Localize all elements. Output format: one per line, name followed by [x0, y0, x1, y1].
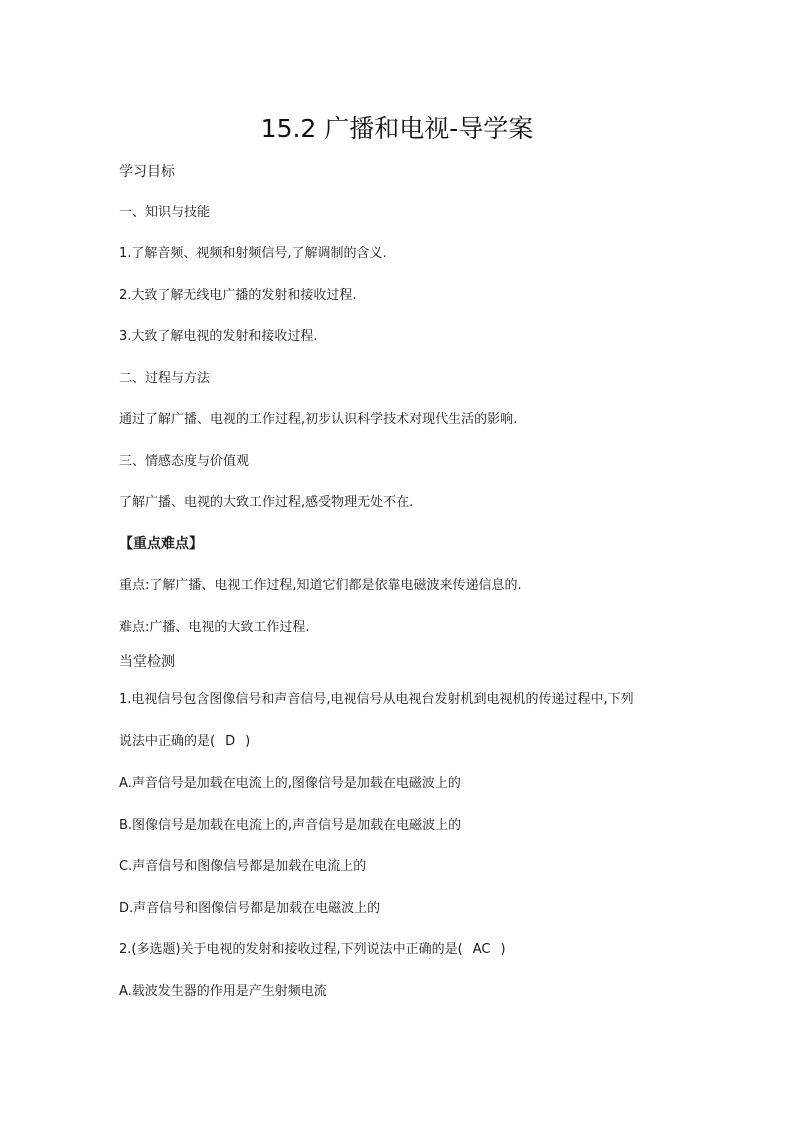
question-2-prefix: 2.(多选题)关于电视的发射和接收过程,下列说法中正确的是( — [119, 942, 463, 957]
goal-item-2: 2.大致了解无线电广播的发射和接收过程. — [119, 288, 357, 303]
question-1-line-2 — [119, 733, 250, 751]
question-1-suffix: ) — [245, 734, 251, 749]
question-1-line-1: 1.电视信号包含图像信号和声音信号,电视信号从电视台发射机到电视机的传递过程中,下列 — [119, 692, 634, 707]
section1-heading: 一、知识与技能 — [119, 205, 211, 220]
section2-text: 通过了解广播、电视的工作过程,初步认识科学技术对现代生活的影响. — [119, 412, 518, 427]
goal-item-1: 1.了解音频、视频和射频信号,了解调制的含义. — [119, 246, 387, 261]
goal-item-3: 3.大致了解电视的发射和接收过程. — [119, 329, 318, 344]
question-2-suffix: ) — [500, 942, 506, 957]
key-point: 重点:了解广播、电视工作过程,知道它们都是依靠电磁波来传递信息的. — [119, 578, 522, 593]
question-2-answer: AC — [472, 942, 491, 957]
section3-text: 了解广播、电视的大致工作过程,感受物理无处不在. — [119, 495, 414, 510]
question-2-line — [119, 941, 506, 959]
question-1-option-d: D.声音信号和图像信号都是加载在电磁波上的 — [119, 901, 381, 916]
question-1-option-b: B.图像信号是加载在电流上的,声音信号是加载在电磁波上的 — [119, 818, 462, 833]
question-1-option-c: C.声音信号和图像信号都是加载在电流上的 — [119, 859, 367, 874]
key-points-heading: 【重点难点】 — [119, 536, 203, 552]
question-1-prefix: 说法中正确的是( — [119, 734, 216, 749]
question-1-answer: D — [225, 734, 236, 749]
section2-heading: 二、过程与方法 — [119, 371, 211, 386]
difficult-point: 难点:广播、电视的大致工作过程. — [119, 620, 310, 635]
check-heading: 当堂检测 — [119, 654, 175, 670]
learning-goals-heading: 学习目标 — [119, 164, 175, 180]
question-1-option-a: A.声音信号是加载在电流上的,图像信号是加载在电磁波上的 — [119, 776, 461, 791]
question-2-option-a: A.载波发生器的作用是产生射频电流 — [119, 984, 327, 999]
section3-heading: 三、情感态度与价值观 — [119, 454, 250, 469]
document-title: 15.2 广播和电视-导学案 — [260, 114, 534, 143]
